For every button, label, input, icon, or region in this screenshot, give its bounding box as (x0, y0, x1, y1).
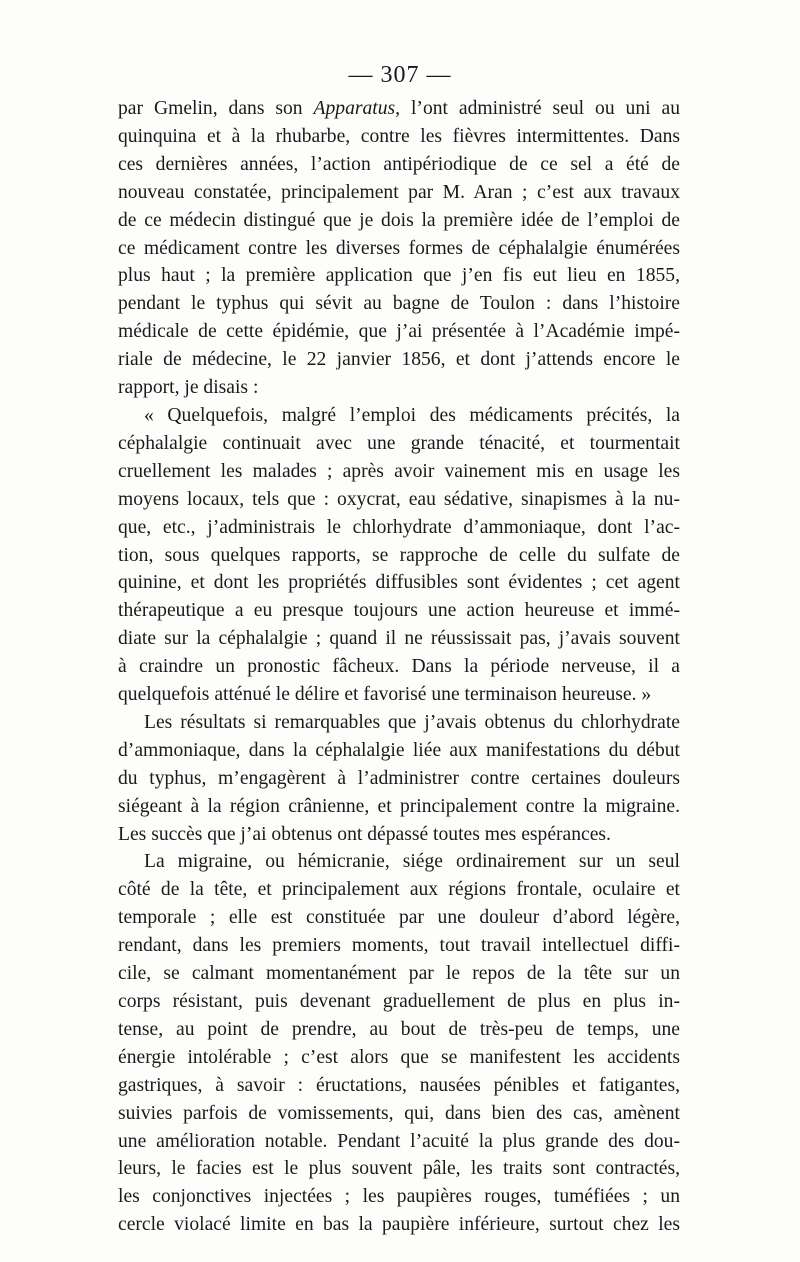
line-text: nouveau constatée, principalement par M. Aran ; c’est aux travaux (118, 181, 680, 203)
text-line (118, 95, 680, 123)
line-text: cercle violacé limite en bas la paupière inférieure, surtout chez les (118, 1214, 680, 1236)
line-text: pendant le typhus qui sévit au bagne de Toulon : dans l’histoire (118, 293, 680, 315)
line-text: de ce médecin distingué que je dois la première idée de l’emploi de (118, 209, 680, 231)
line-text: rendant, dans les premiers moments, tout travail intellectuel diffi- (118, 935, 680, 957)
line-text: ce médicament contre les diverses formes de céphalalgie énumérées (118, 237, 680, 259)
text-line (118, 765, 680, 793)
line-text: quinquina et à la rhubarbe, contre les fièvres intermittentes. Dans (118, 125, 680, 147)
text-line (118, 597, 680, 625)
line-text: gastriques, à savoir : éructations, nausées pénibles et fatigantes, (118, 1074, 680, 1096)
text-line (118, 346, 680, 374)
line-text: par Gmelin, dans son (118, 98, 314, 119)
line-text: les conjonctives injectées ; les paupières rouges, tuméfiées ; un (118, 1186, 680, 1208)
text-line (118, 1072, 680, 1100)
text-line (118, 486, 680, 514)
line-text: plus haut ; la première application que j’en fis eut lieu en 1855, (118, 265, 680, 287)
line-text: diate sur la céphalalgie ; quand il ne réussissait pas, j’avais souvent (118, 628, 680, 650)
line-text: moyens locaux, tels que : oxycrat, eau sédative, sinapismes à la nu- (118, 488, 680, 510)
text-line (118, 932, 680, 960)
text-line (118, 235, 680, 263)
line-text: riale de médecine, le 22 janvier 1856, et dont j’attends encore le (118, 349, 680, 371)
text-line (118, 1100, 680, 1128)
text-line (118, 1044, 680, 1072)
line-text: tense, au point de prendre, au bout de très-peu de temps, une (118, 1018, 680, 1040)
text-line (118, 151, 680, 179)
text-line (118, 430, 680, 458)
line-text: ces dernières années, l’action antipériodique de ce sel a été de (118, 153, 680, 175)
line-text: thérapeutique a eu presque toujours une action heureuse et immé- (118, 600, 680, 622)
text-line (118, 374, 680, 402)
text-line (118, 569, 680, 597)
text-line (118, 988, 680, 1016)
text-line (118, 960, 680, 988)
text-line (118, 458, 680, 486)
line-text: temporale ; elle est constituée par une douleur d’abord légère, (118, 907, 680, 929)
line-text: médicale de cette épidémie, que j’ai présentée à l’Académie impé- (118, 321, 680, 343)
text-line (118, 904, 680, 932)
line-text: du typhus, m’engagèrent à l’administrer contre certaines douleurs (118, 767, 680, 789)
page-number: — 307 — (348, 62, 452, 88)
text-line (118, 1211, 680, 1239)
text-line (118, 681, 680, 709)
text-line (118, 262, 680, 290)
line-text: siégeant à la région crânienne, et principalement contre la migraine. (118, 795, 680, 817)
line-text: corps résistant, puis devenant graduellement de plus en plus in- (118, 991, 680, 1012)
text-line (118, 179, 680, 207)
line-text: d’ammoniaque, dans la céphalalgie liée aux manifestations du début (118, 739, 680, 761)
line-text: énergie intolérable ; c’est alors que se manifestent les accidents (118, 1046, 680, 1068)
text-line (118, 542, 680, 570)
line-text: quelquefois atténué le délire et favorisé une terminaison heureuse. » (118, 684, 652, 706)
line-text: l’ont administré seul ou uni au (400, 98, 680, 119)
line-text: tion, sous quelques rapports, se rapproche de celle du sulfate de (118, 544, 680, 566)
line-text: côté de la tête, et principalement aux régions frontale, oculaire et (118, 879, 680, 901)
line-text: leurs, le facies est le plus souvent pâle, les traits sont contractés, (118, 1158, 680, 1180)
line-text: Les succès que j’ai obtenus ont dépassé toutes mes espérances. (118, 823, 611, 845)
text-line (118, 402, 680, 430)
text-line (118, 876, 680, 904)
text-line (118, 737, 680, 765)
line-text: Les résultats si remarquables que j’avais obtenus du chlorhydrate (144, 711, 680, 733)
line-text: rapport, je disais : (118, 377, 259, 399)
body-text (118, 95, 680, 1239)
text-line (118, 1183, 680, 1211)
line-text: suivies parfois de vomissements, qui, dans bien des cas, amènent (118, 1102, 680, 1124)
text-line (118, 207, 680, 235)
line-text: cile, se calmant momentanément par le repos de la tête sur un (118, 963, 680, 985)
line-text: à craindre un pronostic fâcheux. Dans la période nerveuse, il a (118, 656, 680, 678)
line-text: quinine, et dont les propriétés diffusibles sont évidentes ; cet agent (118, 572, 680, 594)
line-text: que, etc., j’administrais le chlorhydrate d’ammoniaque, dont l’ac- (118, 516, 680, 538)
line-text: une amélioration notable. Pendant l’acuité la plus grande des dou- (118, 1130, 680, 1152)
text-line (118, 848, 680, 876)
text-line (118, 290, 680, 318)
line-text: « Quelquefois, malgré l’emploi des médicaments précités, la (144, 404, 680, 426)
text-line (118, 821, 680, 849)
text-line (118, 318, 680, 346)
text-line (118, 1155, 680, 1183)
line-text: céphalalgie continuait avec une grande ténacité, et tourmentait (118, 432, 680, 454)
text-line (118, 514, 680, 542)
text-line (118, 653, 680, 681)
text-line (118, 1128, 680, 1156)
line-text: cruellement les malades ; après avoir vainement mis en usage les (118, 460, 680, 482)
text-line (118, 123, 680, 151)
line-text: La migraine, ou hémicranie, siége ordinairement sur un seul (144, 851, 680, 873)
italic-text: Apparatus, (313, 98, 401, 119)
text-line (118, 625, 680, 653)
text-line (118, 709, 680, 737)
text-line (118, 1016, 680, 1044)
text-line (118, 793, 680, 821)
